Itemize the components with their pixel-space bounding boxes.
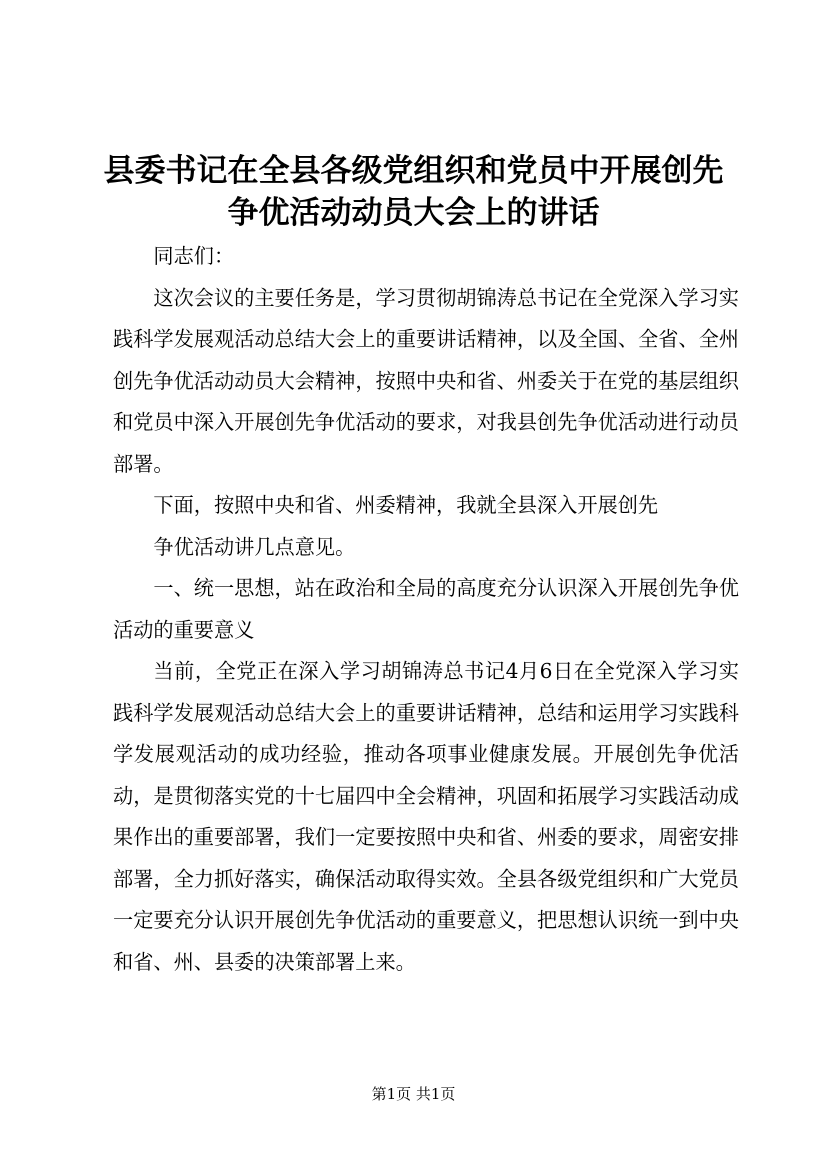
section-heading-1: 一、统一思想，站在政治和全局的高度充分认识深入开展创先争优活动的重要意义 [113, 576, 739, 642]
page-footer: 第1页 共1页 [371, 1085, 456, 1103]
paragraph-intro: 这次会议的主要任务是，学习贯彻胡锦涛总书记在全党深入学习实践科学发展观活动总结大会上的重要讲话精神，以及全国、全省、全州创先争优活动动员大会精神，按照中央和省、州委关于在党的基层组织和党员中深入开展创先争优活动的要求，对我县创先争优活动进行动员部署。 [113, 285, 739, 476]
paragraph-section-1: 当前，全党正在深入学习胡锦涛总书记4月6日在全党深入学习实践科学发展观活动总结大会上的重要讲话精神，总结和运用学习实践科学发展观活动的成功经验，推动各项事业健康发展。开展创先争优活动，是贯彻落实党的十七届四中全会精神，巩固和拓展学习实践活动成果作出的重要部署，我们一定要按照中央和省、州委的要求，周密安排部署，全力抓好落实，确保活动取得实效。全县各级党组织和广大党员一定要充分认识开展创先争优活动的重要意义，把思想认识统一到中央和省、州、县委的决策部署上来。 [113, 659, 739, 974]
salutation: 同志们： [153, 244, 235, 268]
paragraph-transition: 下面，按照中央和省、州委精神，我就全县深入开展创先 [153, 493, 659, 517]
document-body [113, 236, 739, 983]
paragraph-transition-continued: 争优活动讲几点意见。 [153, 534, 356, 559]
document-title: 县委书记在全县各级党组织和党员中开展创先争优活动动员大会上的讲话 [103, 153, 724, 231]
